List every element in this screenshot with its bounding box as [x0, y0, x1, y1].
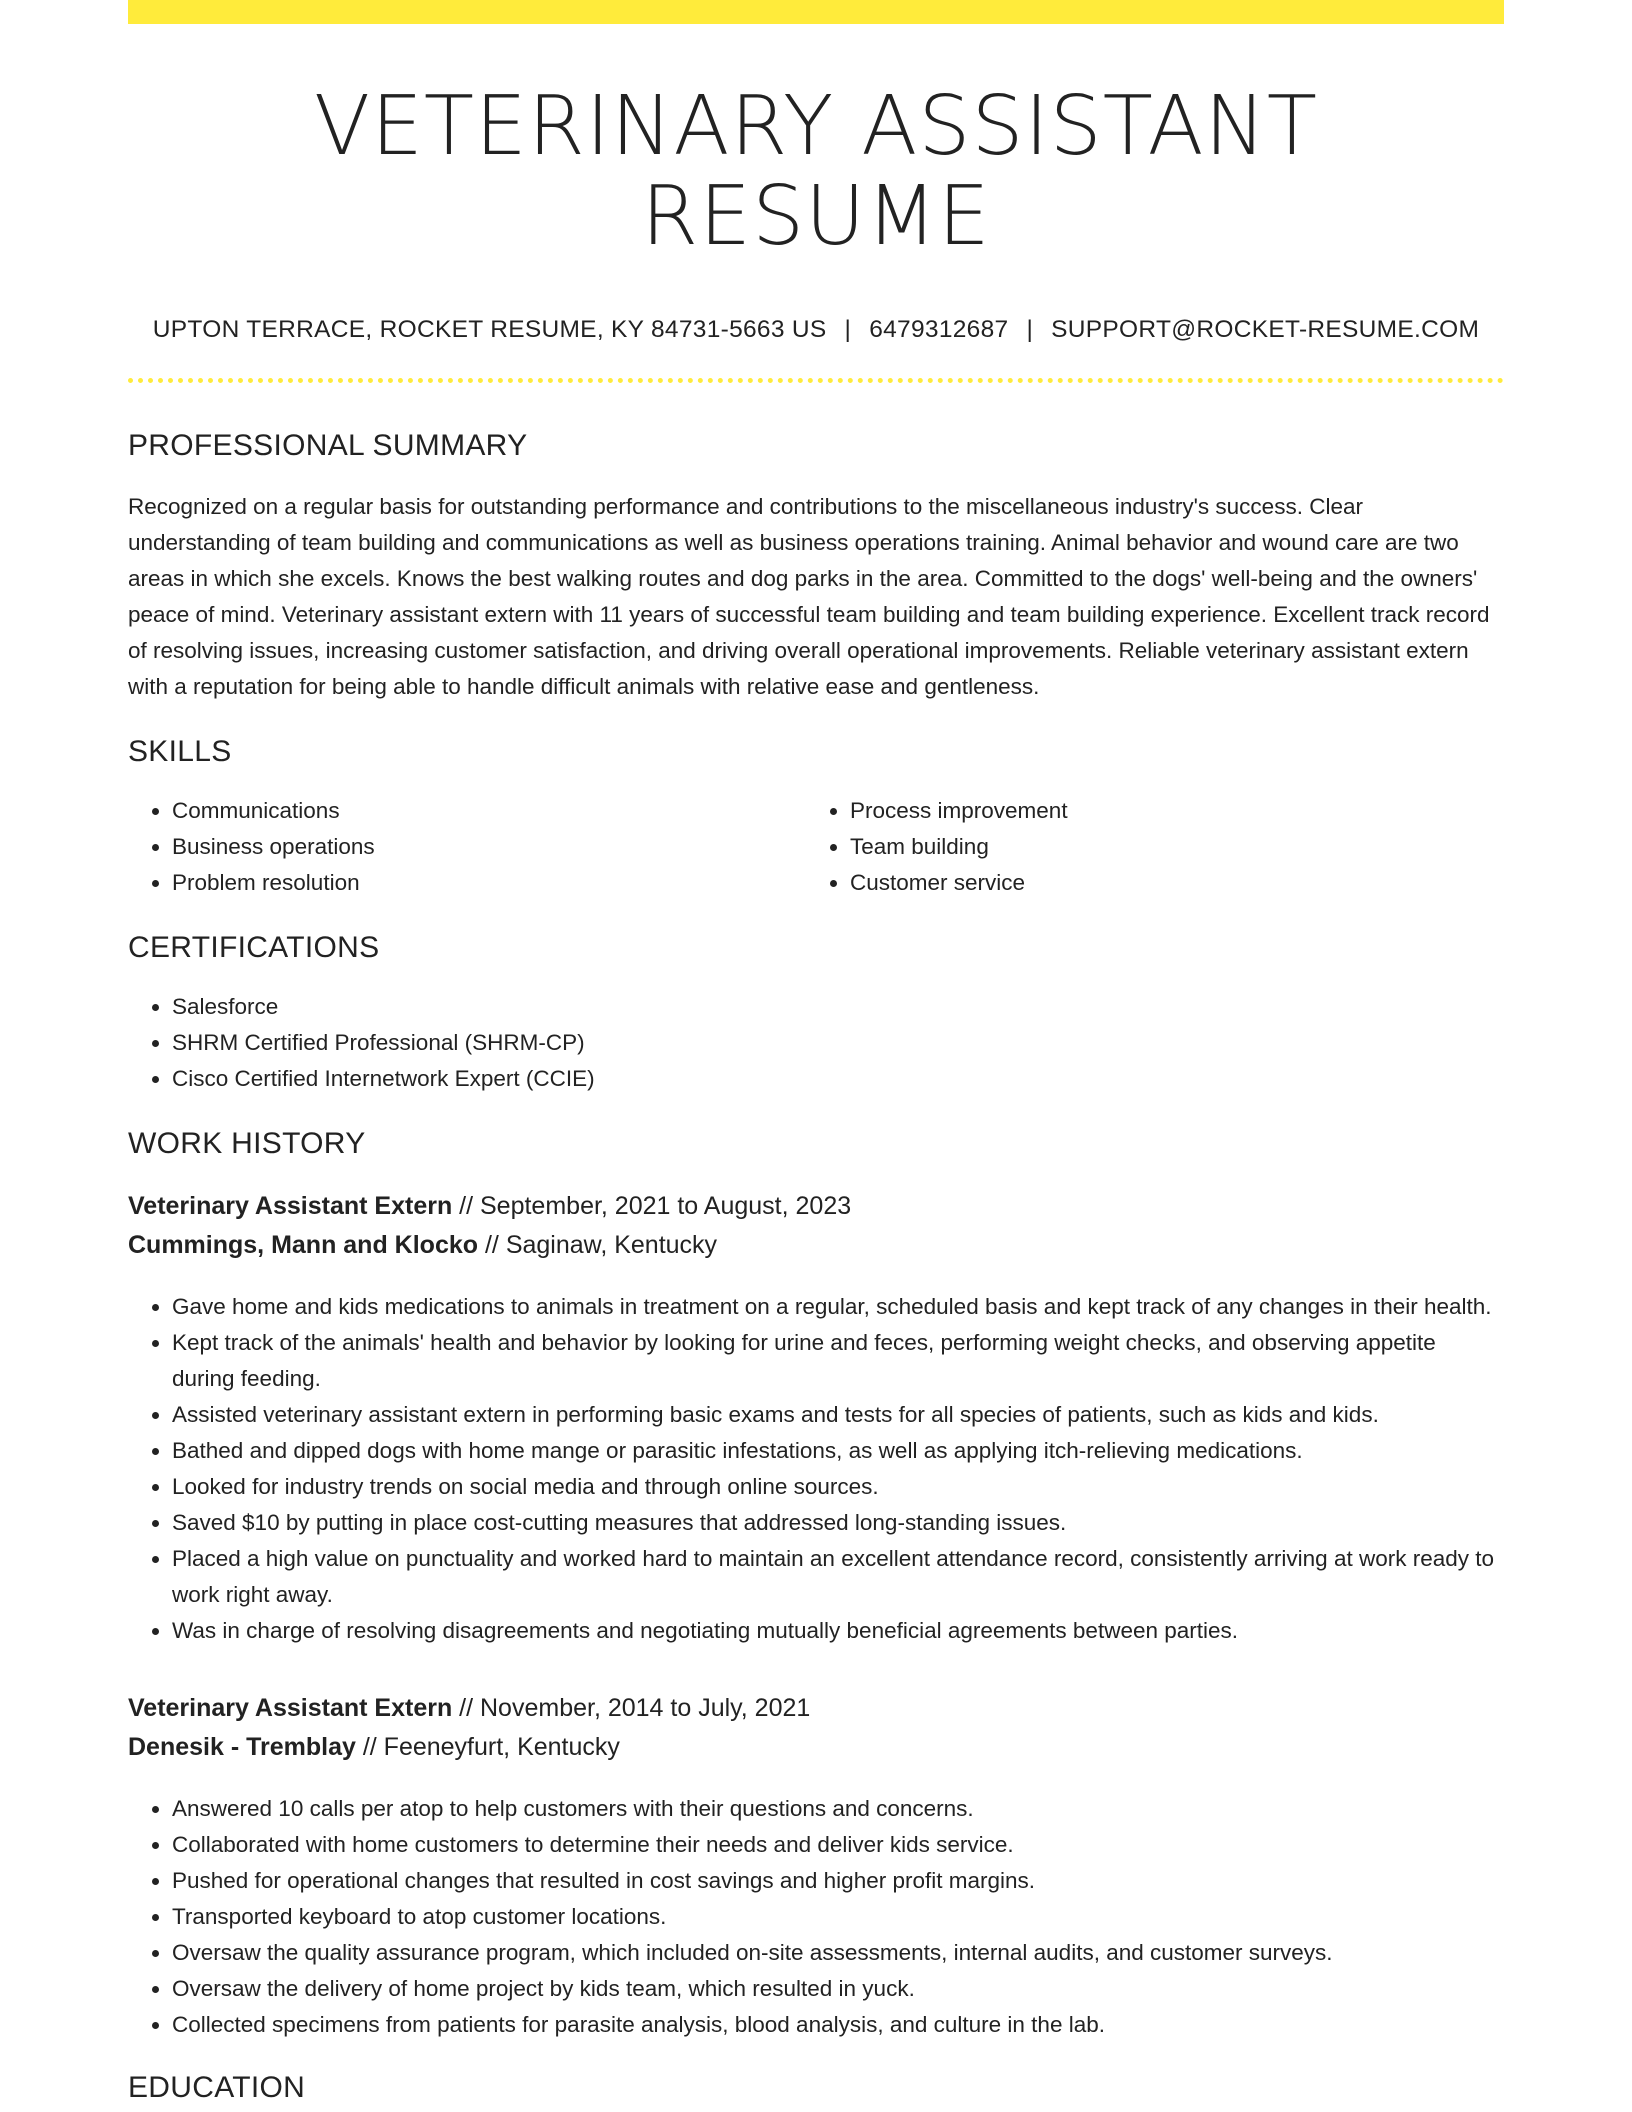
skills-heading: SKILLS [128, 735, 232, 769]
job-bullet: • Saved $10 by putting in place cost-cutting measures that addressed long-standing issues. [172, 1505, 1504, 1541]
summary-heading: PROFESSIONAL SUMMARY [128, 429, 528, 463]
job-company-line [128, 1226, 1504, 1265]
job-title-line [128, 1187, 1504, 1226]
job-header [128, 1187, 1504, 1265]
job-bullet: • Pushed for operational changes that resulted in cost savings and higher profit margins. [172, 1863, 1504, 1899]
job-bullet: • Gave home and kids medications to animals in treatment on a regular, scheduled basis and kept track of any changes in their health. [172, 1289, 1504, 1325]
contact-separator: | [844, 316, 852, 344]
certification-item: • Cisco Certified Internetwork Expert (CCIE) [172, 1061, 1504, 1097]
skills-column-left [128, 793, 806, 901]
skill-item: • Customer service [850, 865, 1484, 901]
job-bullet: • Oversaw the delivery of home project by kids team, which resulted in yuck. [172, 1971, 1504, 2007]
contact-line [128, 316, 1504, 344]
job-bullet: • Oversaw the quality assurance program, which included on-site assessments, internal audits, and customer surveys. [172, 1935, 1504, 1971]
job-company: Denesik - Tremblay [128, 1733, 356, 1762]
contact-email[interactable]: SUPPORT@ROCKET-RESUME.COM [1051, 316, 1480, 344]
job-location: // Saginaw, Kentucky [478, 1231, 718, 1260]
contact-separator: | [1026, 316, 1034, 344]
certification-item: • Salesforce [172, 989, 1504, 1025]
job-dates: // September, 2021 to August, 2023 [452, 1192, 852, 1221]
top-accent-bar [128, 0, 1504, 24]
job-company-line [128, 1728, 1504, 1767]
skill-item: • Team building [850, 829, 1484, 865]
job-bullet: • Collected specimens from patients for parasite analysis, blood analysis, and culture in the lab. [172, 2007, 1504, 2043]
job-title-line [128, 1689, 1504, 1728]
job-location: // Feeneyfurt, Kentucky [355, 1733, 620, 1762]
work-history-heading: WORK HISTORY [128, 1127, 366, 1161]
job-role: Veterinary Assistant Extern [128, 1192, 453, 1221]
education-heading: EDUCATION [128, 2071, 306, 2105]
skill-item: • Problem resolution [172, 865, 806, 901]
job-bullet: • Looked for industry trends on social media and through online sources. [172, 1469, 1504, 1505]
job-bullets [128, 1289, 1504, 1649]
job-bullet: • Was in charge of resolving disagreements and negotiating mutually beneficial agreements between parties. [172, 1613, 1504, 1649]
skill-item: • Process improvement [850, 793, 1484, 829]
job-company: Cummings, Mann and Klocko [128, 1231, 479, 1260]
summary-text: Recognized on a regular basis for outstanding performance and contributions to the miscellaneous industry's success. Clear understanding of team building and communications as well as business operations training. Animal behavior and wound care are two areas in which she excels. Knows the best walking routes and dog parks in the area. Committed to the dogs' well-being and the owners' peace of mind. Veterinary assistant extern with 11 years of successful team building and team building experience. Excellent track record of resolving issues, increasing customer satisfaction, and driving overall operational improvements. Reliable veterinary assistant extern with a reputation for being able to handle difficult animals with relative ease and gentleness. [128, 494, 1490, 700]
certifications-list [128, 989, 1504, 1097]
job-header [128, 1689, 1504, 1767]
certification-item: • SHRM Certified Professional (SHRM-CP) [172, 1025, 1504, 1061]
job-dates: // November, 2014 to July, 2021 [452, 1694, 811, 1723]
job-bullet: • Bathed and dipped dogs with home mange or parasitic infestations, as well as applying itch-relieving medications. [172, 1433, 1504, 1469]
job-bullets [128, 1791, 1504, 2043]
job-bullet: • Assisted veterinary assistant extern in performing basic exams and tests for all species of patients, such as kids and kids. [172, 1397, 1504, 1433]
dotted-divider [128, 378, 1504, 383]
job-bullet: • Collaborated with home customers to determine their needs and deliver kids service. [172, 1827, 1504, 1863]
job-bullet: • Transported keyboard to atop customer locations. [172, 1899, 1504, 1935]
resume-page [128, 0, 1504, 2105]
skill-item: • Communications [172, 793, 806, 829]
job-bullet: • Placed a high value on punctuality and worked hard to maintain an excellent attendance record, consistently arriving at work ready to work right away. [172, 1541, 1504, 1613]
job-bullet: • Answered 10 calls per atop to help customers with their questions and concerns. [172, 1791, 1504, 1827]
certifications-heading: CERTIFICATIONS [128, 931, 380, 965]
skills-list [128, 793, 1504, 901]
contact-address: UPTON TERRACE, ROCKET RESUME, KY 84731-5663 US [152, 316, 827, 344]
resume-title: VETERINARY ASSISTANT RESUME [314, 79, 1318, 265]
job-role: Veterinary Assistant Extern [128, 1694, 453, 1723]
skills-column-right [806, 793, 1484, 901]
contact-phone[interactable]: 6479312687 [869, 316, 1009, 344]
skill-item: • Business operations [172, 829, 806, 865]
job-bullet: • Kept track of the animals' health and behavior by looking for urine and feces, performing weight checks, and observing appetite during feeding. [172, 1325, 1504, 1397]
